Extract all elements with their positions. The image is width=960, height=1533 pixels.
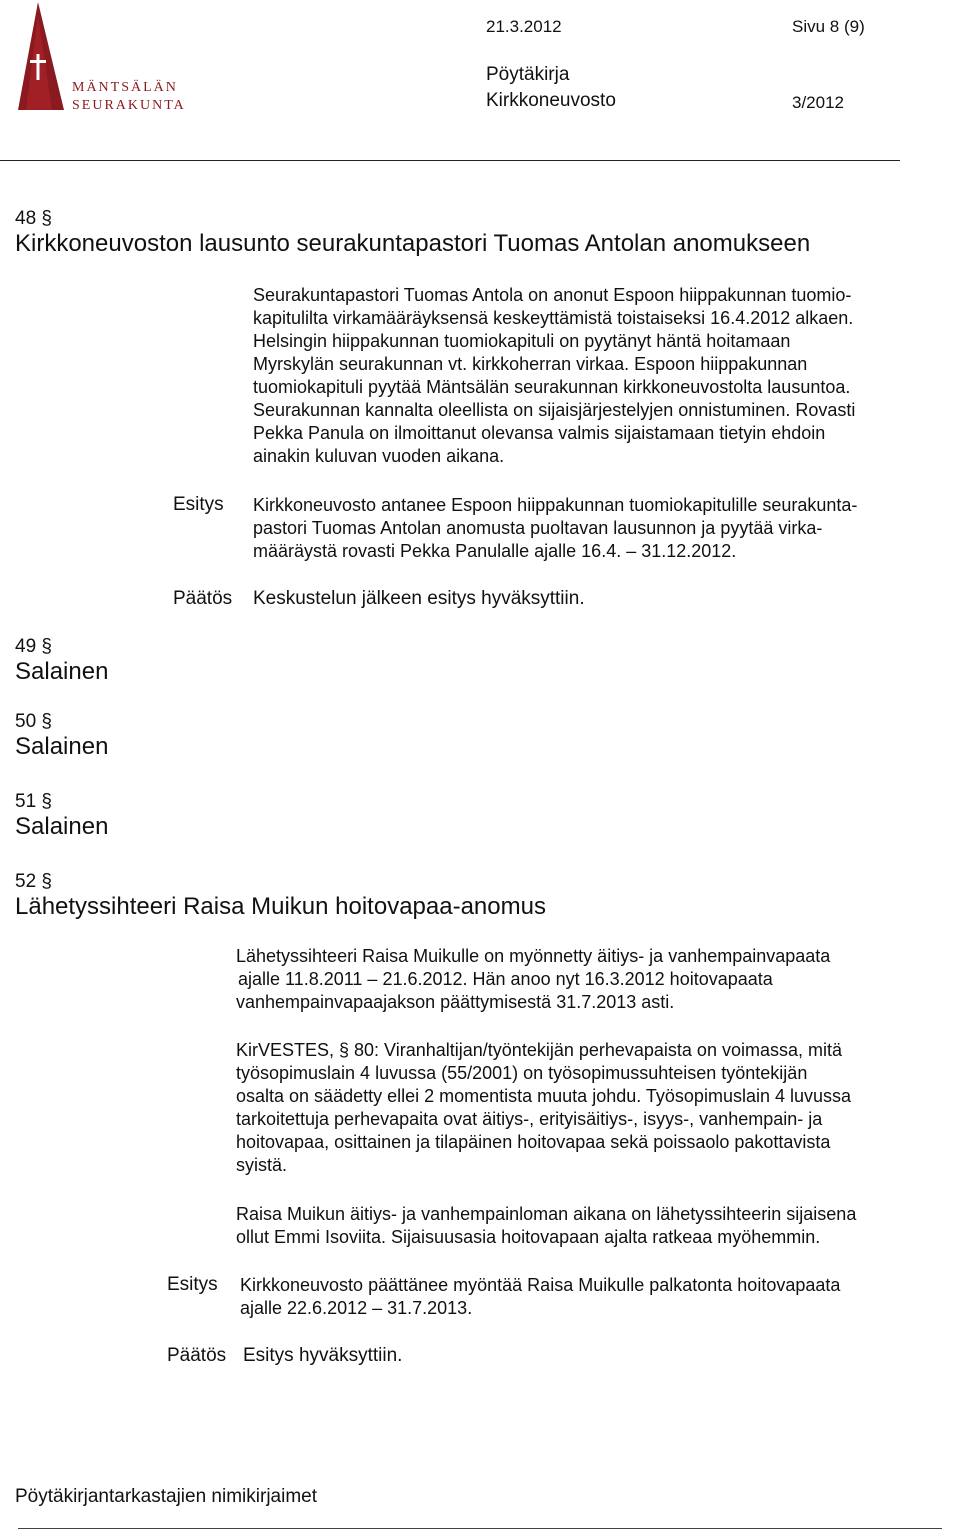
page-number: Sivu 8 (9) (792, 17, 865, 36)
meeting-date: 21.3.2012 (486, 17, 562, 36)
section-52-esitys-label: Esitys (167, 1274, 218, 1295)
header-divider (0, 160, 900, 161)
esitys-line: määräystä rovasti Pekka Panulalle ajalle 16.4. – 31.12.2012. (253, 541, 737, 561)
section-52-esitys (240, 1274, 840, 1320)
meeting-number: 3/2012 (792, 93, 844, 112)
body-line: kapitulilta virkamääräyksensä keskeyttämistä toistaiseksi 16.4.2012 alkaen. (253, 308, 854, 328)
para-line: ollut Emmi Isoviita. Sijaisuusasia hoitovapaan ajalta ratkeaa myöhemmin. (236, 1227, 821, 1247)
esitys-line: Kirkkoneuvosto antanee Espoon hiippakunnan tuomiokapitulille seurakunta- (253, 495, 858, 515)
section-52-paatos: Esitys hyväksyttiin. (243, 1345, 403, 1366)
section-52-para2 (236, 1039, 851, 1177)
body-line: Seurakunnan kannalta oleellista on sijaisjärjestelyjen onnistuminen. Rovasti (253, 400, 856, 420)
body-line: Seurakuntapastori Tuomas Antola on anonut Espoon hiippakunnan tuomio- (253, 285, 852, 305)
section-52-paatos-label: Päätös (167, 1345, 227, 1366)
body-line: Pekka Panula on ilmoittanut olevansa valmis sijaistamaan tietyin ehdoin (253, 423, 826, 443)
logo-text-line1: MÄNTSÄLÄN (72, 80, 178, 95)
body-name: Kirkkoneuvosto (486, 90, 616, 111)
section-48-esitys-label: Esitys (173, 494, 224, 515)
section-50-title: Salainen (15, 733, 109, 760)
section-48-esitys (253, 494, 857, 563)
body-line: Myrskylän seurakunnan vt. kirkkoherran virkaa. Espoon hiippakunnan (253, 354, 808, 374)
para-line: Lähetyssihteeri Raisa Muikulle on myönnetty äitiys- ja vanhempainvapaata (236, 946, 831, 966)
signature-line (18, 1528, 942, 1529)
section-48-paatos-label: Päätös (173, 588, 233, 609)
para-line: syistä. (236, 1155, 288, 1175)
section-52-para1 (236, 945, 830, 1014)
esitys-line: Kirkkoneuvosto päättänee myöntää Raisa Muikulle palkatonta hoitovapaata (240, 1275, 841, 1295)
section-52-para3 (236, 1203, 856, 1249)
section-50-number: 50 § (15, 711, 52, 732)
para-line: tarkoitettuja perhevapaita ovat äitiys-, erityisäitiys-, isyys-, vanhempain- ja (236, 1109, 823, 1129)
body-line: ainakin kuluvan vuoden aikana. (253, 446, 505, 466)
para-line: hoitovapaa, osittainen ja tilapäinen hoitovapaa sekä poissaolo pakottavista (236, 1132, 831, 1152)
signature-label: Pöytäkirjantarkastajien nimikirjaimet (15, 1486, 317, 1507)
para-line: työsopimuslain 4 luvussa (55/2001) on työsopimussuhteisen työntekijän (236, 1063, 808, 1083)
para-line: Raisa Muikun äitiys- ja vanhempainloman aikana on lähetyssihteerin sijaisena (236, 1204, 857, 1224)
esitys-line: pastori Tuomas Antolan anomusta puoltavan lausunnon ja pyytää virka- (253, 518, 823, 538)
para-line: KirVESTES, § 80: Viranhaltijan/työntekijän perhevapaista on voimassa, mitä (236, 1040, 842, 1060)
section-51-number: 51 § (15, 791, 52, 812)
section-48-title: Kirkkoneuvoston lausunto seurakuntapastori Tuomas Antolan anomukseen (15, 230, 811, 257)
section-49-title: Salainen (15, 658, 109, 685)
para-line: osalta on säädetty ellei 2 momentista muuta johdu. Työsopimuslain 4 luvussa (236, 1086, 852, 1106)
para-line: ajalle 11.8.2011 – 21.6.2012. Hän anoo nyt 16.3.2012 hoitovapaata (238, 969, 773, 989)
para-line: vanhempainvapaajakson päättymisestä 31.7.2013 asti. (236, 992, 675, 1012)
section-51-title: Salainen (15, 813, 109, 840)
esitys-line: ajalle 22.6.2012 – 31.7.2013. (240, 1298, 473, 1318)
section-52-number: 52 § (15, 871, 52, 892)
logo-text-line2: SEURAKUNTA (72, 98, 186, 113)
section-52-title: Lähetyssihteeri Raisa Muikun hoitovapaa-anomus (15, 893, 546, 920)
body-line: tuomiokapituli pyytää Mäntsälän seurakunnan kirkkoneuvostolta lausuntoa. (253, 377, 851, 397)
body-line: Helsingin hiippakunnan tuomiokapituli on pyytänyt häntä hoitamaan (253, 331, 791, 351)
section-49-number: 49 § (15, 636, 52, 657)
document-type: Pöytäkirja (486, 64, 570, 85)
section-48-number: 48 § (15, 208, 52, 229)
section-48-body (253, 284, 855, 468)
section-48-paatos: Keskustelun jälkeen esitys hyväksyttiin. (253, 588, 585, 609)
parish-logo (12, 2, 186, 117)
